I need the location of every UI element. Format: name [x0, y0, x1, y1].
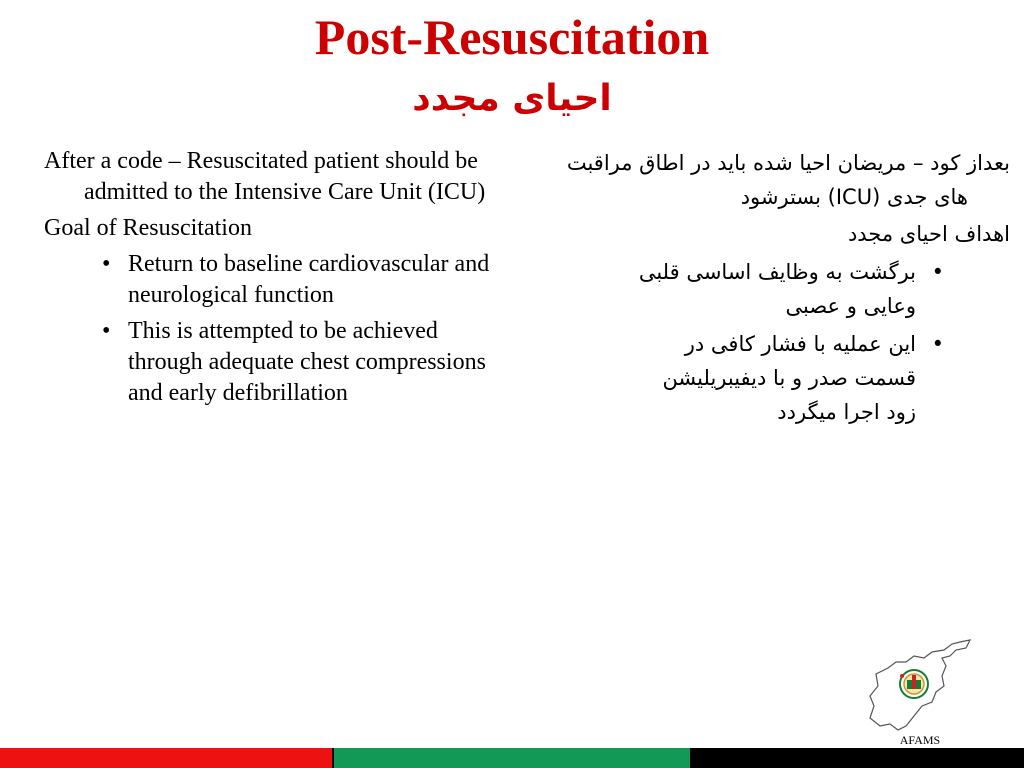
bullet-icon: • [931, 332, 944, 356]
list-item [540, 327, 1010, 429]
list-item [102, 249, 514, 311]
logo-caption: AFAMS [899, 733, 941, 747]
list-item [102, 316, 514, 409]
flag-bar-red [0, 748, 334, 768]
bullet-text-dari: برگشت به وظایف اساسی قلبی وعایی و عصبی [638, 260, 916, 318]
goal-heading: Goal of Resuscitation [44, 215, 252, 241]
intro-paragraph-dari: بعداز کود – مریضان احیا شده باید در اطاق مراقبت های جدی (ICU) بسترشود [566, 151, 1010, 209]
bullet-icon: • [102, 251, 111, 277]
flag-bar-green [334, 748, 692, 768]
goal-bullet-list [44, 249, 514, 409]
intro-paragraph: After a code – Resuscitated patient should be admitted to the Intensive Care Unit (ICU) [44, 148, 486, 205]
goal-bullet-list-dari [540, 255, 1010, 429]
english-content-column [44, 146, 514, 414]
bullet-text: Return to baseline cardiovascular and neurological function [128, 251, 490, 308]
dari-content-column [540, 146, 1010, 433]
bullet-text-dari: این عملیه با فشار کافی در قسمت صدر و با دیفیبریلیشن زود اجرا میگردد [662, 332, 916, 424]
flag-color-bar [0, 748, 1024, 768]
goal-heading-dari: اهداف احیای مجدد [847, 222, 1010, 246]
list-item [540, 255, 1010, 323]
bullet-text: This is attempted to be achieved through adequate chest compressions and early defibrillation [128, 318, 486, 406]
slide-title-english: Post-Resuscitation [314, 9, 710, 65]
bullet-icon: • [931, 260, 944, 284]
flag-bar-black [692, 748, 1024, 768]
slide-title-dari: احیای مجدد [412, 78, 612, 119]
afghanistan-map-emblem-icon [862, 636, 974, 736]
bullet-icon: • [102, 318, 111, 344]
